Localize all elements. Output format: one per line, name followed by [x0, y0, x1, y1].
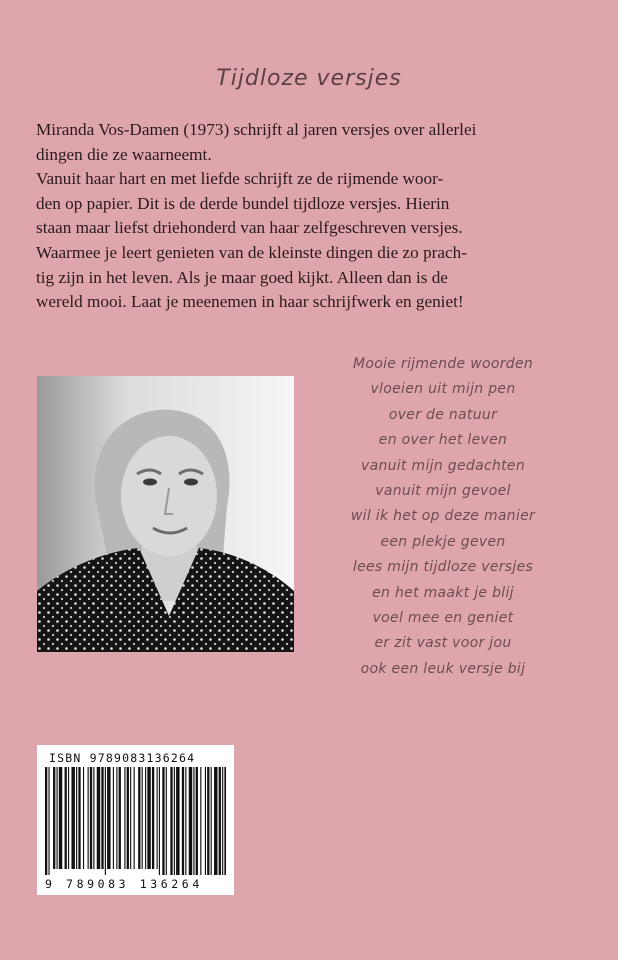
barcode-bar — [88, 767, 89, 869]
barcode-bar — [142, 767, 143, 869]
barcode-bar — [53, 767, 55, 869]
barcode-bar — [162, 767, 164, 875]
barcode-bar — [152, 767, 154, 869]
barcode-bar — [214, 767, 217, 875]
barcode-bar — [134, 767, 135, 869]
poem-line: ook een leuk versje bij — [360, 660, 526, 677]
poem — [318, 352, 568, 682]
barcode-bar — [193, 767, 194, 875]
poem-line: Mooie rijmende woorden — [352, 356, 534, 372]
barcode-bar — [124, 767, 125, 869]
isbn-barcode — [37, 745, 234, 895]
poem-line: een plekje geven — [380, 533, 506, 550]
poem-line: voel mee en geniet — [372, 610, 514, 627]
barcode-bar — [222, 767, 223, 875]
barcode-bar — [97, 767, 100, 869]
barcode-bar — [189, 767, 192, 875]
barcode-bar — [200, 767, 201, 875]
barcode-bar — [76, 767, 77, 869]
barcode-bar — [207, 767, 209, 875]
barcode-bar — [159, 767, 160, 875]
book-title: Tijdloze versjes — [216, 66, 402, 91]
barcode-bar — [219, 767, 221, 875]
blurb-line: Vanuit haar hart en met liefde schrijft ze de rijmende woor- — [36, 169, 444, 189]
author-photo — [37, 376, 294, 652]
barcode-bar — [45, 767, 47, 875]
barcode-bar — [113, 767, 114, 869]
barcode-bar — [174, 767, 175, 875]
barcode-bar — [145, 767, 146, 869]
barcode-bar — [127, 767, 129, 869]
barcode-bar — [211, 767, 212, 875]
blurb-line: dingen die ze waarneemt. — [36, 144, 212, 164]
author-blurb — [36, 118, 588, 315]
barcode-bar — [170, 767, 172, 875]
barcode-bar — [130, 767, 131, 869]
poem-line: vanuit mijn gevoel — [375, 483, 511, 500]
barcode-bar — [101, 767, 103, 869]
poem-line: er zit vast voor jou — [374, 635, 512, 652]
barcode-bar — [59, 767, 62, 869]
blurb-line: den op papier. Dit is de derde bundel tijdloze versjes. Hierin — [36, 193, 450, 213]
barcode-bar — [68, 767, 69, 869]
poem-line: en het maakt je blij — [372, 584, 514, 601]
barcode-bar — [205, 767, 206, 875]
poem-line: lees mijn tijdloze versjes — [352, 559, 534, 576]
barcode-bar — [157, 767, 158, 869]
barcode-bar — [71, 767, 74, 869]
barcode-bar — [196, 767, 198, 875]
barcode-bar — [90, 767, 92, 869]
barcode-bar — [105, 767, 106, 875]
barcode-bar — [107, 767, 110, 869]
barcode-bars — [45, 767, 226, 875]
barcode-bar — [182, 767, 184, 875]
barcode-bar — [83, 767, 84, 869]
isbn-label: ISBN 9789083136264 — [49, 751, 196, 765]
blurb-line: wereld mooi. Laat je meenemen in haar schrijfwerk en geniet! — [36, 292, 464, 312]
blurb-line: Waarmee je leert genieten van de kleinste dingen die zo prach- — [36, 242, 467, 262]
barcode-bar — [65, 767, 67, 869]
barcode-bar — [78, 767, 80, 869]
barcode-bar — [147, 767, 150, 869]
barcode-bar — [93, 767, 94, 869]
barcode-digits: 9 789083 136264 — [45, 877, 203, 891]
poem-line: over de natuur — [388, 406, 498, 423]
barcode-bar — [116, 767, 117, 869]
blurb-line: tig zijn in het leven. Als je maar goed kijkt. Alleen dan is de — [36, 267, 448, 287]
barcode-bar — [119, 767, 121, 869]
poem-line: vanuit mijn gedachten — [361, 457, 525, 474]
barcode-bar — [166, 767, 167, 875]
barcode-bar — [185, 767, 186, 875]
barcode-bar — [224, 767, 226, 875]
blurb-line: staan maar liefst driehonderd van haar zelfgeschreven versjes. — [36, 218, 463, 238]
barcode-bar — [57, 767, 58, 869]
blurb-line: Miranda Vos-Damen (1973) schrijft al jaren versjes over allerlei — [36, 120, 477, 139]
barcode-bar — [138, 767, 140, 869]
poem-line: en over het leven — [378, 432, 508, 449]
barcode-bar — [48, 767, 49, 875]
poem-line: vloeien uit mijn pen — [370, 381, 516, 398]
poem-line: wil ik het op deze manier — [350, 508, 536, 525]
barcode-bar — [176, 767, 179, 875]
